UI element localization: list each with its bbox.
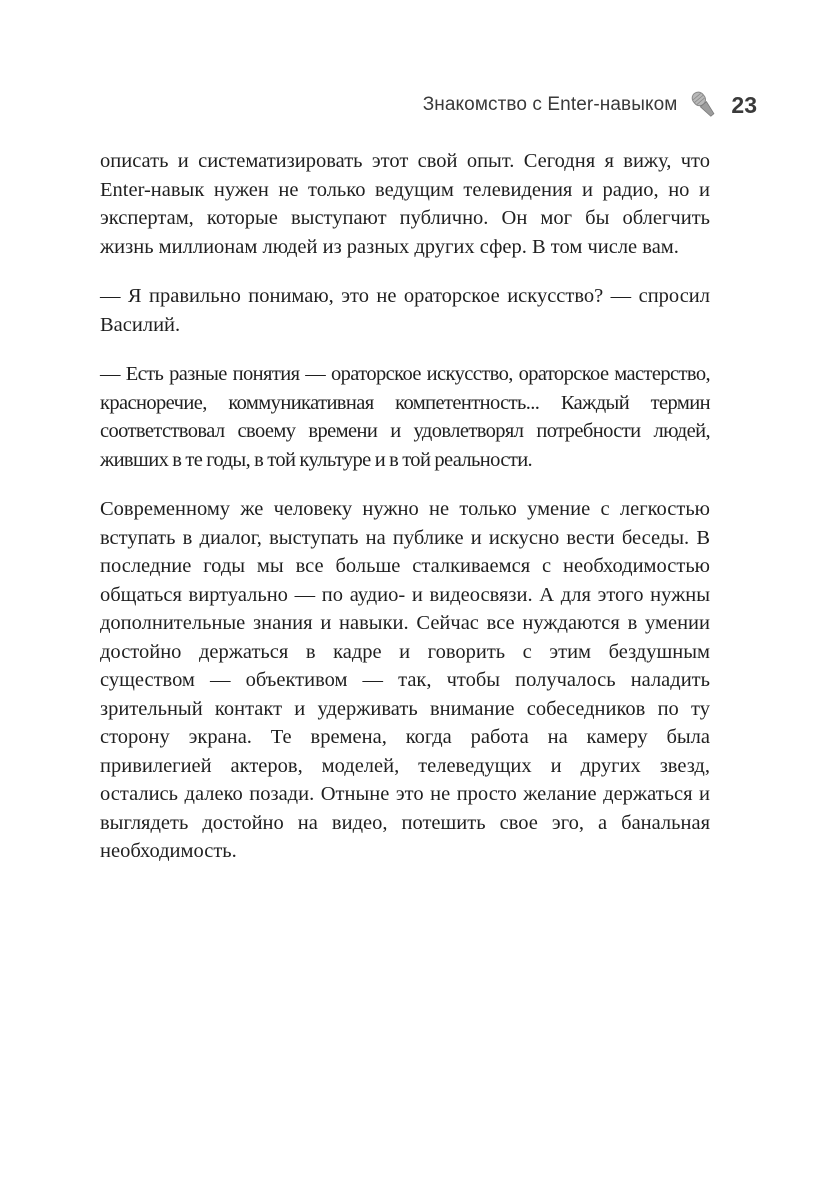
body-text — [100, 147, 710, 887]
paragraph-2: — Я правильно понимаю, это не ораторское искусство? — спросил Василий. — [100, 285, 710, 336]
paragraph-4: Современному же человеку нужно не только умение с легкостью вступать в диалог, выступать на публике и искусно вести беседы. В последние годы мы все больше сталкиваемся с необходимостью общаться виртуально — по аудио- и видеосвязи. А для этого нужны дополнительные знания и навыки. Сейчас все нуждаются в умении достойно держаться в кадре и говорить с этим бездушным существом — объективом — так, чтобы получалось наладить зрительный контакт и удерживать внимание собеседников по ту сторону экрана. Те времена, когда работа на камеру была привилегией актеров, моделей, телеведущих и других звезд, остались далеко позади. Отныне это не просто желание держаться и выглядеть достойно на видео, потешить свое эго, а банальная необходимость. — [100, 498, 710, 862]
page-number: 23 — [731, 91, 757, 118]
page-header — [423, 88, 757, 122]
paragraph-3: — Есть разные понятия — ораторское искусство, ораторское мастерство, красноречие, коммуникативная компетентность... Каждый термин соответствовал своему времени и удовлетворял потребности людей, живших в те годы, в той культуре и в той реальности. — [100, 363, 710, 471]
paragraph-1: описать и систематизировать этот свой опыт. Сегодня я вижу, что Enter-навык нужен не только ведущим телевидения и радио, но и экспертам, которые выступают публично. Он мог бы облегчить жизнь миллионам людей из разных других сфер. В том числе вам. — [100, 150, 710, 258]
microphone-icon — [687, 88, 721, 122]
running-title: Знакомство с Enter-навыком — [422, 94, 678, 115]
